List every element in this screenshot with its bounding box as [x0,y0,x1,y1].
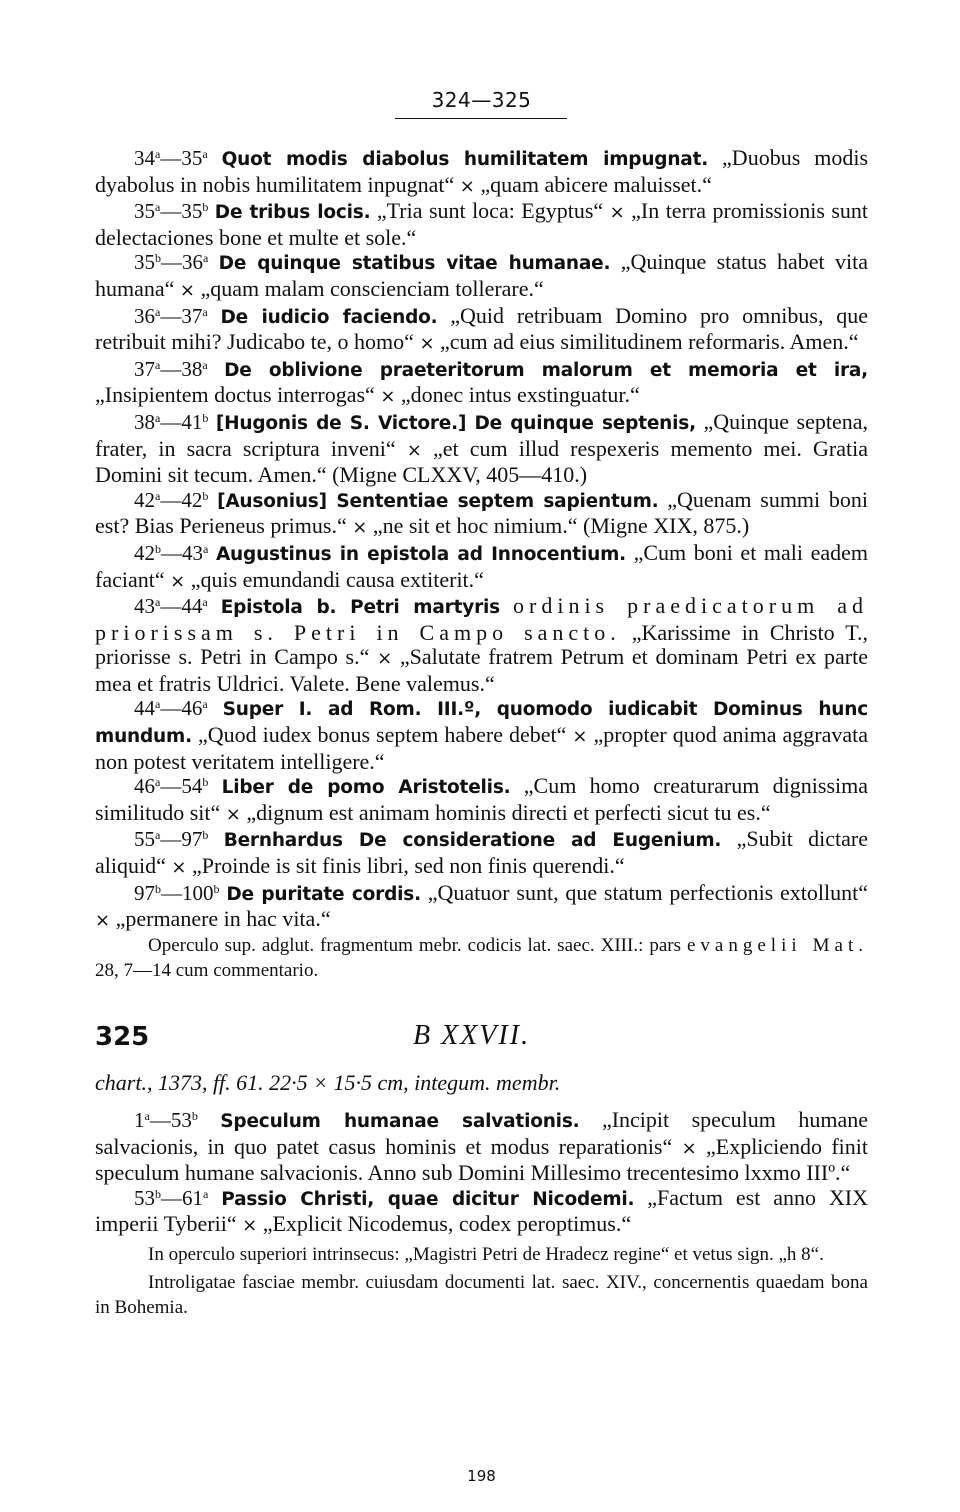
explicit: „quam malam conscienciam tollerare.“ [200,275,544,301]
separator-x: × [380,386,396,408]
page-number: 198 [467,1467,496,1485]
explicit: „ne sit et hoc nimium.“ (Migne XIX, 875.) [372,513,750,539]
entry [95,410,868,488]
incipit: „Quenam summi boni est? Bias Perieneus primus.“ [95,486,868,539]
entry [95,199,868,250]
folio-range: 35$^a$—35$^b$ [134,199,209,224]
folio-range: 35$^b$—36$^a$ [134,250,209,275]
folio-range: 55$^a$—97$^b$ [134,827,209,852]
separator-x: × [681,1137,697,1159]
catalog-description: chart., 1373, ff. 61. 22·5 × 15·5 cm, integum. membr. [95,1070,561,1095]
incipit: „Cum boni et mali eadem faciant“ [95,539,869,592]
folio-range: 1$^a$—53$^b$ [134,1108,198,1132]
entry [95,1186,868,1239]
entry [95,827,868,880]
folio-range: 46$^a$—54$^b$ [134,774,209,799]
entry-spaced: ordinis praedicatorum ad priorissam s. Petri in Campo sancto. [95,593,868,645]
folio-range: 43$^a$—44$^a$ [134,594,208,619]
separator-x: × [459,175,475,197]
separator-x: × [170,570,186,592]
incipit: „Incipit speculum humane salvacionis, in quo patet casus hominis et modus reparationis“ [95,1107,869,1159]
explicit: „quis emundandi causa extiterit.“ [190,566,484,592]
separator-x: × [406,439,422,461]
entry-title: Speculum humanae salvationis. [220,1111,580,1132]
explicit: „In terra promissionis sunt delectaciones bone et multe et sole.“ [95,198,869,250]
separator-x: × [419,333,435,355]
separator-x: × [242,1215,258,1237]
entry-title: De tribus locis. [214,202,371,224]
entry-title: Augustinus in epistola ad Innocentium. [215,543,626,565]
incipit: „Quod iudex bonus septem habere debet“ [197,722,567,748]
separator-x: × [95,910,111,932]
entry [95,774,868,827]
separator-x: × [352,517,368,539]
separator-x: × [377,648,393,670]
explicit: „propter quod anima aggravata non potest veritatem intelligere.“ [95,722,869,774]
entry-title: De quinque statibus vitae humanae. [218,253,611,275]
incipit: „Karissime in Christo T., priorisse s. Petri in Campo s.“ [95,619,868,670]
folio-range: 42$^a$—42$^b$ [134,487,209,512]
folio-range: 34$^a$—35$^a$ [134,146,208,170]
entry [95,304,868,357]
explicit: „Proinde is sit finis libri, sed non finis querendi.“ [191,853,625,879]
incipit: „Subit dictare aliquid“ [95,826,869,879]
entry-title: Super I. ad Rom. III.º, quomodo iudicabit Dominus hunc mundum. [95,699,868,748]
entry-list-325-items [95,1108,868,1239]
incipit: „Quinque septena, frater, in sacra scriptura inveni“ [95,408,868,461]
note-text: Operculo sup. adglut. fragmentum mebr. codicis lat. saec. XIII.: pars [148,935,681,956]
incipit: „Quinque status habet vita humana“ [95,249,869,301]
incipit: „Quatuor sunt, que statum perfectionis extollunt“ [427,879,869,905]
separator-x: × [179,279,195,301]
entry [95,1108,868,1186]
entry [95,696,868,774]
folio-range: 37$^a$—38$^a$ [134,356,208,381]
catalog-heading [95,1020,868,1060]
incipit: „Factum est anno XIX imperii Tyberii“ [95,1184,868,1237]
header-rule [395,118,567,119]
incipit: „Insipientem doctus interrogas“ [95,382,375,408]
running-header: 324—325 [431,88,532,112]
entry-title: Epistola b. Petri martyris [220,597,500,619]
entry-title: [Ausonius] Sententiae septem sapientum. [217,490,659,512]
entry-title: Passio Christi, quae dicitur Nicodemi. [221,1188,635,1210]
separator-x: × [572,726,588,748]
incipit: „Quid retribuam Domino pro omnibus, que retribuit mihi? Judicabo te, o homo“ [95,302,869,355]
incipit: „Cum homo creaturarum dignissima similitudo sit“ [95,773,869,825]
note-introligatae: Introligatae fasciae membr. cuiusdam documenti lat. saec. XIV., concernentis quaedam bona in Bohemia. [95,1271,868,1318]
entry [95,250,868,303]
separator-x: × [609,202,625,224]
incipit: „Duobus modis dyabolus in nobis humilitatem inpugnat“ [95,145,869,197]
entry-list-324 [95,146,868,934]
incipit: „Tria sunt loca: Egyptus“ [376,198,604,224]
entry-title: De iudicio faciendo. [220,306,438,328]
explicit: „Salutate fratrem Petrum et dominam Petri ex parte mea et fratris Uldrici. Valete. Bene valemus.“ [95,644,868,696]
note-operculo-superior: In operculo superiori intrinsecus: „Magistri Petri de Hradecz regine“ et vetus sign. „h 8“. [148,1243,824,1265]
explicit: „donec intus exstinguatur.“ [400,382,640,408]
entry [95,488,868,541]
explicit: „Expliciendo finit speculum humane salvacionis. Anno sub Domini Millesimo trecentesimo lxxmo IIIº.“ [95,1133,869,1186]
catalog-signature: B XXVII. [413,1020,531,1051]
folio-range: 38$^a$—41$^b$ [134,409,209,434]
entry-title: Liber de pomo Aristotelis. [221,777,511,799]
entry [95,146,868,199]
explicit: „dignum est animam hominis directi et perfecti sicut tu es.“ [246,799,771,825]
note-operculo [95,933,868,983]
entry-title: Quot modis diabolus humilitatem impugnat. [221,149,709,170]
explicit: „permanere in hac vita.“ [115,906,331,932]
separator-x: × [171,857,187,879]
entry-title: [Hugonis de S. Victore.] De quinque septenis, [215,412,696,434]
folio-range: 97$^b$—100$^b$ [134,880,220,905]
folio-range: 53$^b$—61$^a$ [134,1185,209,1210]
explicit: „cum ad eius similitudinem reformaris. Amen.“ [440,329,859,355]
entry [95,881,868,934]
entry-title: Bernhardus De consideratione ad Eugenium. [223,830,722,852]
entry [95,594,868,696]
explicit: „Explicit Nicodemus, codex peroptimus.“ [262,1211,632,1237]
folio-range: 36$^a$—37$^a$ [134,303,208,328]
folio-range: 42$^b$—43$^a$ [134,540,209,565]
folio-range: 44$^a$—46$^a$ [134,696,208,721]
catalog-number: 325 [95,1022,150,1052]
entry [95,357,868,410]
separator-x: × [225,803,241,825]
entry-list-325 [95,1108,868,1320]
note-spaced: evangelii Mat. [687,935,868,956]
entry-title: De oblivione praeteritorum malorum et memoria et ira, [224,359,868,381]
explicit: „quam abicere maluisset.“ [480,171,712,197]
entry-title: De puritate cordis. [226,883,421,905]
explicit: „et cum illud respexeris memento mei. Gratia Domini sit tecum. Amen.“ (Migne CLXXV, 405—410.) [95,435,868,488]
entry [95,541,868,594]
note-text-2: 28, 7—14 cum commentario. [95,960,319,981]
